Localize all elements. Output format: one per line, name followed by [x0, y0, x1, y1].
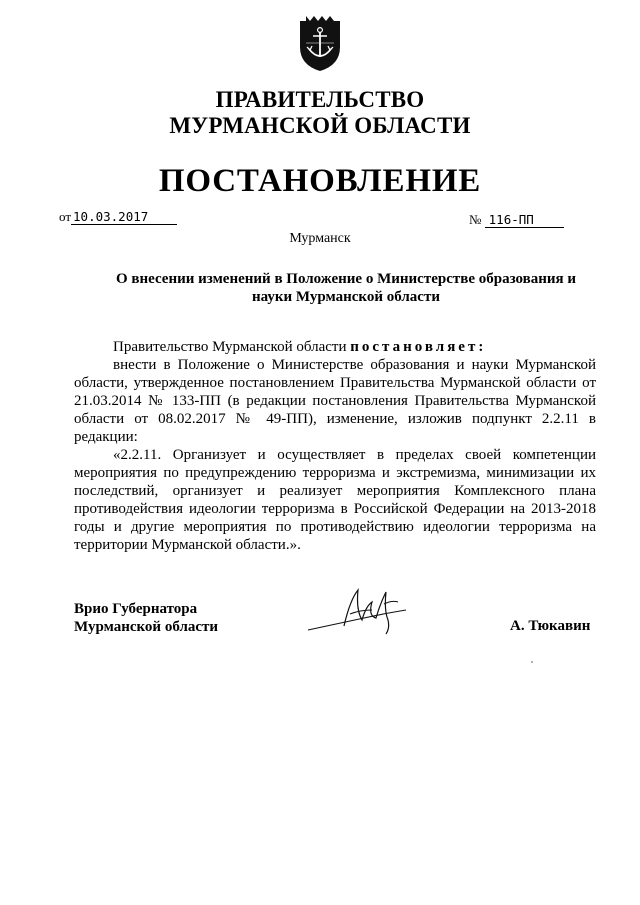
scan-speck	[531, 661, 533, 663]
city-label: Мурманск	[289, 231, 351, 246]
subject-line2: науки Мурманской области	[252, 289, 440, 305]
signatory-title-line1: Врио Губернатора	[74, 601, 198, 617]
handwritten-signature	[306, 580, 416, 640]
main-paragraph: внести в Положение о Министерстве образования и науки Мурманской области, утвержденное постановлением Правительства Мурманской области от 21.03.2014 № 133-ПП (в редакции постановления Правительства Мурманской области от 08.02.2017 № 49-ПП), изменение, изложив подпункт 2.2.11 в редакции:	[74, 357, 596, 445]
decides-paragraph	[74, 338, 596, 356]
document-type-title: ПОСТАНОВЛЕНИЕ	[158, 163, 482, 199]
subject-line1: О внесении изменений в Положение о Министерстве образования и	[115, 271, 577, 287]
decides-lead: Правительство Мурманской области	[113, 339, 351, 355]
number-field	[469, 212, 564, 228]
decides-word: постановляет:	[350, 339, 487, 355]
quoted-amendment-paragraph: «2.2.11. Организует и осуществляет в пределах своей компетенции мероприятия по предупреждению терроризма и экстремизма, минимизации их последствий, организует и реализует мероприятия Комплексного плана противодействия идеологии терроризма в Российской Федерации на 2013-2018 годы и другие мероприятия по противодействию идеологии терроризма на территории Мурманской области.».	[74, 447, 596, 553]
date-value: 10.03.2017	[71, 209, 177, 225]
signer-name: А. Тюкавин	[510, 618, 591, 634]
number-value: 116-ПП	[485, 212, 564, 228]
coat-of-arms-emblem	[296, 13, 344, 73]
government-title-line2: МУРМАНСКОЙ ОБЛАСТИ	[169, 113, 471, 138]
date-field	[59, 209, 177, 225]
number-prefix: №	[469, 212, 482, 227]
government-title-line1: ПРАВИТЕЛЬСТВО	[215, 87, 425, 112]
date-prefix: от	[59, 209, 72, 224]
signatory-title-line2: Мурманской области	[74, 619, 219, 635]
